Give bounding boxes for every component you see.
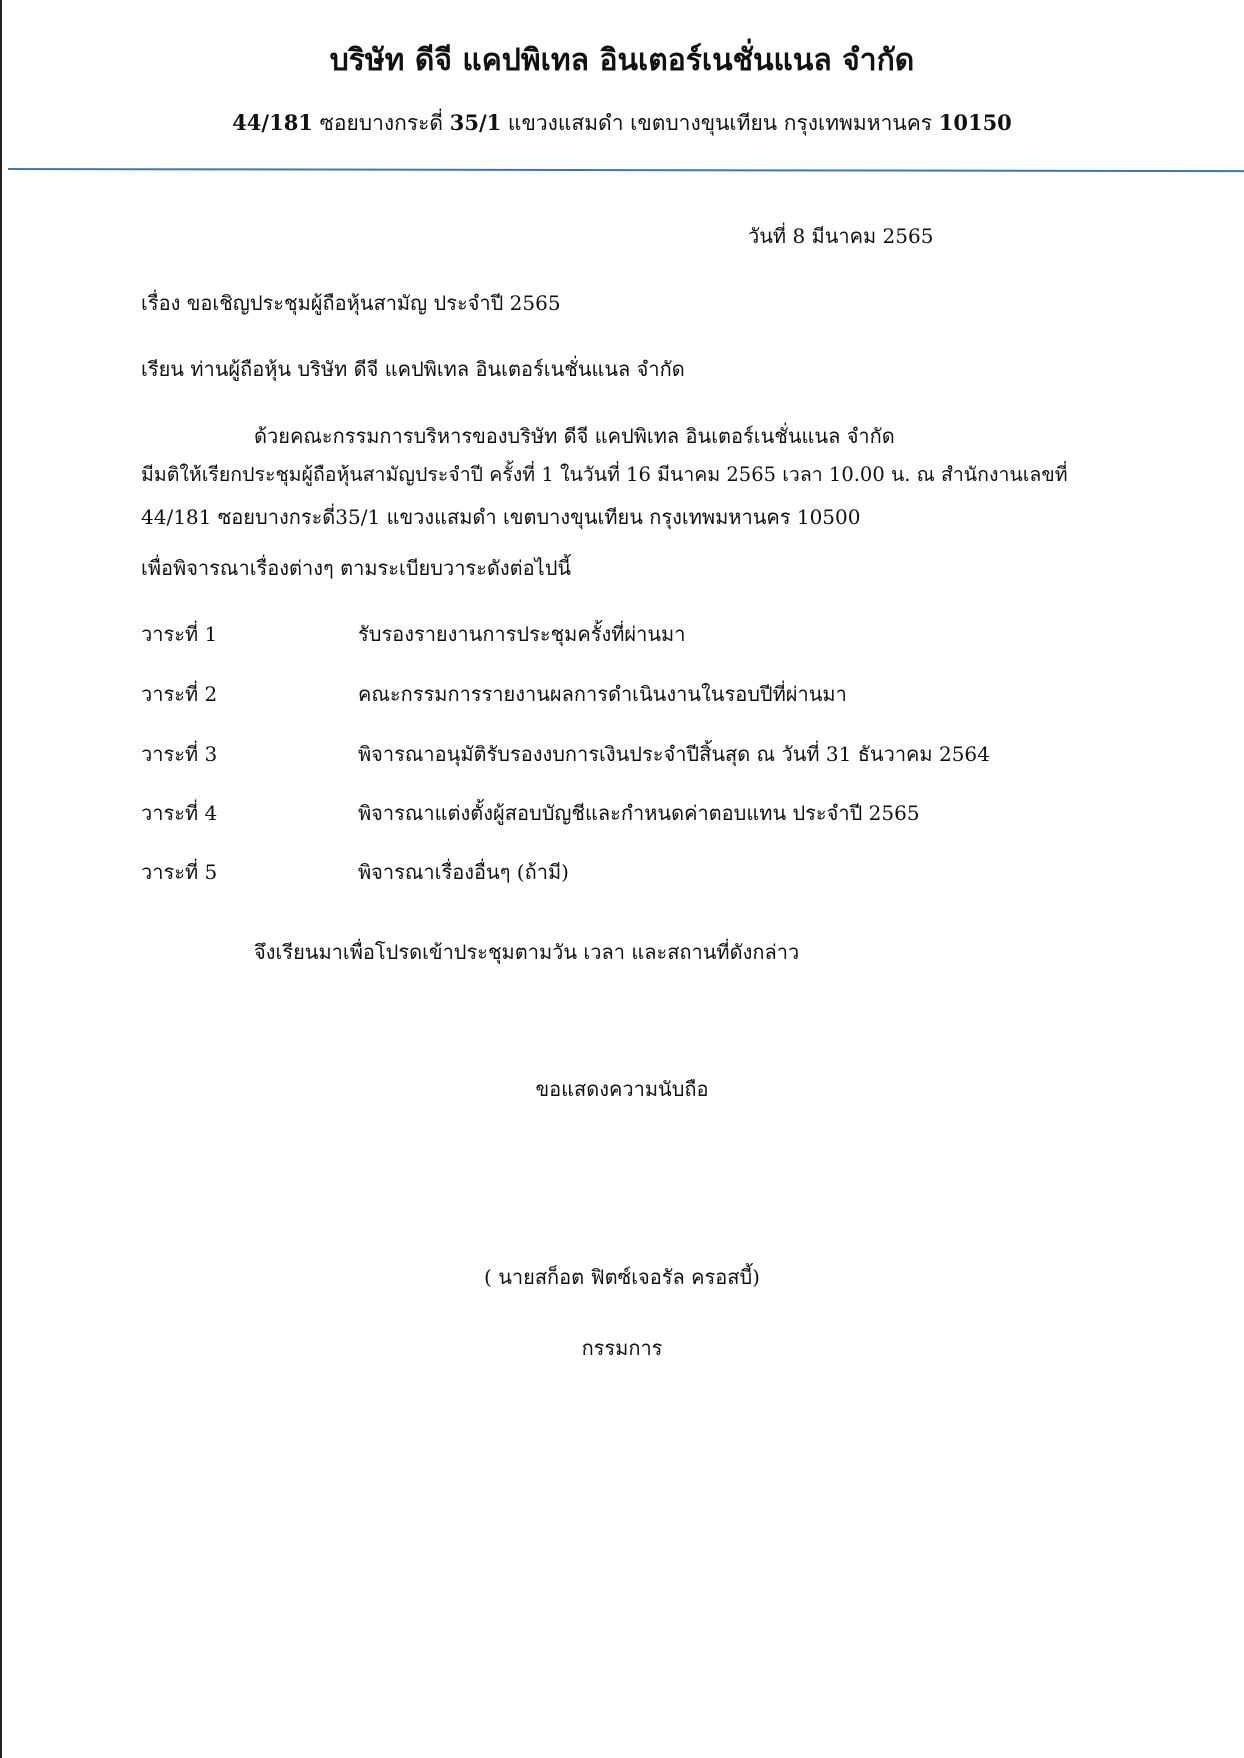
address-postcode: 10150: [938, 110, 1012, 135]
agenda-text: คณะกรรมการรายงานผลการดำเนินงานในรอบปีที่ผ่านมา: [358, 682, 847, 706]
agenda-number: วาระที่ 4: [141, 801, 218, 825]
letter-subject: เรื่อง ขอเชิญประชุมผู้ถือหุ้นสามัญ ประจำปี 2565: [141, 291, 561, 315]
agenda-text: พิจารณาแต่งตั้งผู้สอบบัญชีและกำหนดค่าตอบแทน ประจำปี 2565: [358, 801, 920, 825]
letter-date: วันที่ 8 มีนาคม 2565: [748, 224, 934, 248]
closing-sentence: จึงเรียนมาเพื่อโปรดเข้าประชุมตามวัน เวลา และสถานที่ดังกล่าว: [254, 940, 800, 964]
agenda-number: วาระที่ 3: [141, 742, 218, 766]
company-name: บริษัท ดีจี แคปพิเทล อินเตอร์เนชั่นแนล จำกัด: [329, 43, 915, 78]
agenda-text: พิจารณาเรื่องอื่นๆ (ถ้ามี): [358, 860, 569, 884]
signer-title: กรรมการ: [581, 1336, 663, 1360]
page-left-edge: [0, 0, 2, 1758]
body-paragraph-line-4: เพื่อพิจารณาเรื่องต่างๆ ตามระเบียบวาระดังต่อไปนี้: [141, 556, 572, 580]
body-paragraph-line-3: 44/181 ซอยบางกระดี่35/1 แขวงแสมดำ เขตบางขุนเทียน กรุงเทพมหานคร 10500: [141, 505, 861, 529]
agenda-text: พิจารณาอนุมัติรับรองงบการเงินประจำปีสิ้นสุด ณ วันที่ 31 ธันวาคม 2564: [358, 742, 990, 766]
body-paragraph-line-1: ด้วยคณะกรรมการบริหารของบริษัท ดีจี แคปพิเทล อินเตอร์เนชั่นแนล จำกัด: [254, 424, 895, 448]
letter-recipient: เรียน ท่านผู้ถือหุ้น บริษัท ดีจี แคปพิเทล อินเตอร์เนชั่นแนล จำกัด: [141, 357, 685, 381]
address-soi: ซอยบางกระดี่: [312, 111, 450, 135]
agenda-number: วาระที่ 1: [141, 622, 218, 646]
regards-text: ขอแสดงความนับถือ: [535, 1077, 709, 1101]
agenda-text: รับรองรายงานการประชุมครั้งที่ผ่านมา: [358, 622, 686, 646]
company-address: [0, 106, 1244, 140]
body-paragraph-line-2: มีมติให้เรียกประชุมผู้ถือหุ้นสามัญประจำปี ครั้งที่ 1 ในวันที่ 16 มีนาคม 2565 เวลา 10.00 น. ณ สำนักงานเลขที่: [141, 463, 1068, 486]
address-district: แขวงแสมดำ เขตบางขุนเทียน กรุงเทพมหานคร: [501, 111, 939, 135]
header-divider: [8, 168, 1244, 172]
agenda-number: วาระที่ 2: [141, 682, 218, 706]
agenda-number: วาระที่ 5: [141, 860, 218, 884]
signer-name: ( นายสก็อต ฟิตซ์เจอรัล ครอสบี้): [484, 1265, 760, 1289]
address-soi-number: 35/1: [449, 110, 502, 135]
address-number: 44/181: [232, 110, 313, 135]
